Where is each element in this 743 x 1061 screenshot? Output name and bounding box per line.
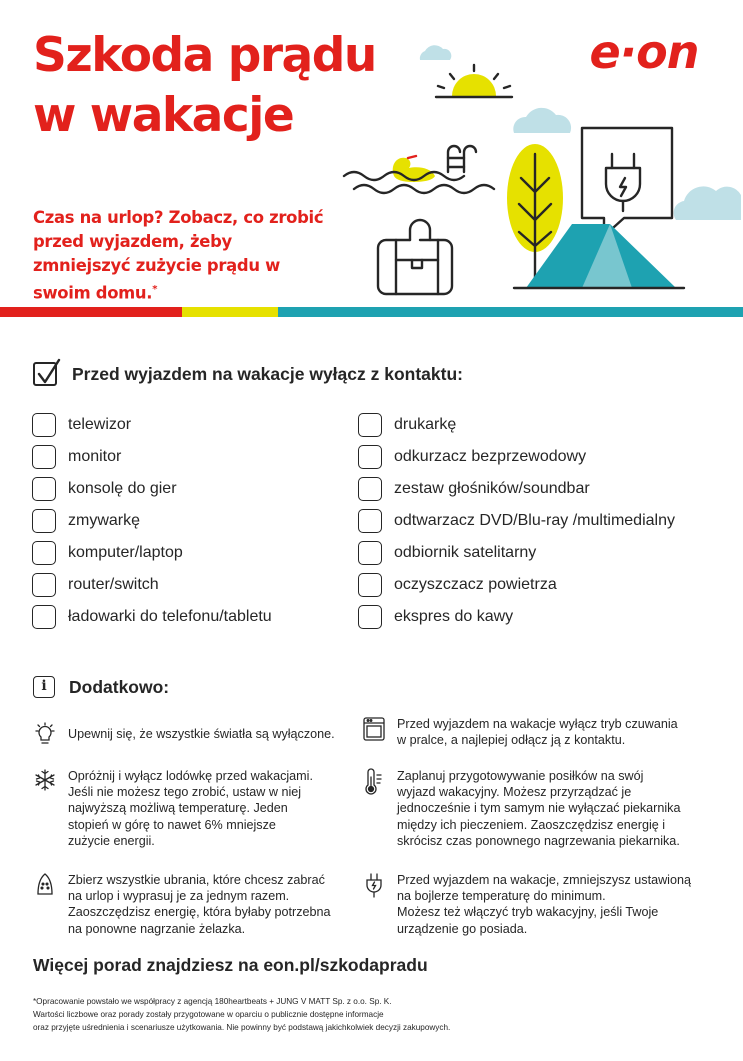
stripe-teal xyxy=(278,307,743,317)
checklist-item-label: ekspres do kawy xyxy=(394,608,514,625)
checkbox[interactable] xyxy=(358,445,382,469)
cloud-icon xyxy=(674,186,741,220)
checklist-header xyxy=(33,362,463,386)
checklist-item[interactable] xyxy=(358,409,675,441)
vacation-illustration xyxy=(336,36,743,306)
checklist-item[interactable] xyxy=(32,505,272,537)
checkbox[interactable] xyxy=(32,477,56,501)
footnote-line: Wartości liczbowe oraz porady zostały przygotowane w oparciu o publicznie dostępne informacje xyxy=(33,1010,384,1020)
tip-line: zużycie energii. xyxy=(68,833,155,848)
footnote-line: oraz przyjęte uśrednienia i scenariusze użytkowania. Nie powinny być podstawą jakichkolwiek decyzji zakupowych. xyxy=(33,1023,451,1033)
cloud-icon xyxy=(513,108,571,133)
checklist-item-label: zmywarkę xyxy=(68,512,141,529)
extras-title: Dodatkowo: xyxy=(69,676,170,697)
tip-line: na urlop i wyprasuj je za jednym razem. xyxy=(68,889,290,904)
checklist-item[interactable] xyxy=(358,473,675,505)
sun-icon xyxy=(436,65,512,97)
intro-footnote-mark: * xyxy=(152,284,158,295)
checklist-item-label: komputer/laptop xyxy=(68,544,183,561)
iron-icon xyxy=(33,872,57,937)
tip-text xyxy=(397,872,691,937)
tip-lights xyxy=(33,722,335,751)
page-title xyxy=(33,26,376,146)
checklist-item-label: konsolę do gier xyxy=(68,480,177,497)
checkbox[interactable] xyxy=(358,573,382,597)
title-line-2: w wakacje xyxy=(33,88,294,143)
tip-line: Przed wyjazdem na wakacje wyłącz tryb czuwania xyxy=(397,717,678,731)
checklist-item[interactable] xyxy=(32,569,272,601)
oven-thermometer-icon xyxy=(362,768,386,849)
tip-line: Opróżnij i wyłącz lodówkę przed wakacjami. xyxy=(68,769,313,783)
tip-text xyxy=(68,726,335,751)
duck-float-icon xyxy=(393,156,435,182)
checklist-item-label: ładowarki do telefonu/tabletu xyxy=(68,608,272,625)
tip-line: jednocześnie i tym samym nie wyłączać piekarnika xyxy=(397,801,681,816)
checklist-title: Przed wyjazdem na wakacje wyłącz z kontaktu: xyxy=(72,363,463,384)
checklist-item[interactable] xyxy=(358,569,675,601)
checklist-item-label: drukarkę xyxy=(394,416,457,433)
tip-line: stopień w górę to nawet 6% mniejsze xyxy=(68,817,276,832)
checklist-item[interactable] xyxy=(32,537,272,569)
checklist-item[interactable] xyxy=(32,409,272,441)
pool-ladder-icon xyxy=(448,146,476,172)
checkbox[interactable] xyxy=(32,605,56,629)
tip-line: urządzenie go posiada. xyxy=(397,921,528,936)
footnote xyxy=(33,995,450,1035)
checklist-item[interactable] xyxy=(32,601,272,633)
checkbox[interactable] xyxy=(32,573,56,597)
checklist-item-label: oczyszczacz powietrza xyxy=(394,576,557,593)
tip-boiler xyxy=(362,872,691,937)
tip-line: na bojlerze temperaturę do minimum. xyxy=(397,889,606,904)
tip-line: Upewnij się, że wszystkie światła są wyłączone. xyxy=(68,727,335,741)
checklist-item[interactable] xyxy=(32,473,272,505)
stripe-yellow xyxy=(182,307,278,317)
info-icon: i xyxy=(33,676,55,698)
checkbox[interactable] xyxy=(358,413,382,437)
tip-line: Przed wyjazdem na wakacje, zmniejszysz ustawioną xyxy=(397,873,691,887)
tip-line: w pralce, a najlepiej odłącz ją z kontaktu. xyxy=(397,733,626,748)
checklist-item-label: telewizor xyxy=(68,416,132,433)
checklist-left-column xyxy=(32,409,272,633)
checkbox[interactable] xyxy=(358,509,382,533)
cloud-icon xyxy=(420,45,451,60)
checklist-item-label: odbiornik satelitarny xyxy=(394,544,537,561)
more-info-link[interactable]: Więcej porad znajdziesz na eon.pl/szkodapradu xyxy=(33,955,428,975)
checkbox[interactable] xyxy=(32,413,56,437)
tip-line: skrócisz czas ponownego nagrzewania piekarnika. xyxy=(397,833,680,848)
extras-header xyxy=(33,676,169,698)
tip-line: na ponowne nagrzanie żelazka. xyxy=(68,921,246,936)
checkbox[interactable] xyxy=(358,605,382,629)
tip-line: Jeśli nie możesz tego zrobić, ustaw w niej xyxy=(68,785,302,800)
checklist-item[interactable] xyxy=(358,441,675,473)
checkbox[interactable] xyxy=(32,445,56,469)
checklist-item-label: router/switch xyxy=(68,576,159,593)
eon-logo-text: e·on xyxy=(589,30,699,78)
checklist-item-label: zestaw głośników/soundbar xyxy=(394,480,590,497)
tip-fridge xyxy=(33,768,313,849)
tip-line: najwyższą możliwą temperaturę. Jeden xyxy=(68,801,288,816)
checklist-item[interactable] xyxy=(358,537,675,569)
plug-bubble-icon xyxy=(582,128,672,236)
stripe-red xyxy=(0,307,182,317)
tip-oven xyxy=(362,768,680,849)
washing-machine-icon xyxy=(362,716,386,748)
checklist-item-label: odkurzacz bezprzewodowy xyxy=(394,448,587,465)
title-line-1: Szkoda prądu xyxy=(33,28,376,83)
intro-text xyxy=(33,206,333,305)
checklist-item-label: monitor xyxy=(68,448,122,465)
checkbox[interactable] xyxy=(32,541,56,565)
tip-text xyxy=(68,872,331,937)
checklist-item-label: odtwarzacz DVD/Blu-ray /multimedialny xyxy=(394,512,675,529)
tip-line: Możesz też włączyć tryb wakacyjny, jeśli Twoje xyxy=(397,905,659,920)
tip-iron xyxy=(33,872,331,937)
checklist-item[interactable] xyxy=(32,441,272,473)
checkbox[interactable] xyxy=(358,477,382,501)
tip-line: Zaplanuj przygotowywanie posiłków na swój xyxy=(397,769,644,783)
tip-line: między ich pieczeniem. Zaoszczędzisz energię i xyxy=(397,817,666,832)
tip-washing-machine xyxy=(362,716,678,748)
lightbulb-icon xyxy=(33,722,57,751)
snowflake-icon xyxy=(33,768,57,849)
checklist-item[interactable] xyxy=(358,601,675,633)
checklist-right-column xyxy=(358,409,675,633)
backpack-icon xyxy=(378,220,452,294)
checklist-item[interactable] xyxy=(358,505,675,537)
tip-line: Zaoszczędzisz energię, która byłaby potrzebna xyxy=(68,905,331,920)
checkbox[interactable] xyxy=(32,509,56,533)
checkmark-icon xyxy=(33,362,57,386)
tip-line: wyjazd wakacyjny. Możesz przyrządzać je xyxy=(397,785,632,800)
tip-text xyxy=(68,768,313,849)
tip-text xyxy=(397,768,680,849)
tip-text xyxy=(397,716,678,748)
tip-line: Zbierz wszystkie ubrania, które chcesz zabrać xyxy=(68,873,325,887)
plug-icon xyxy=(362,872,386,937)
intro-body: Czas na urlop? Zobacz, co zrobić przed wyjazdem, żeby zmniejszyć zużycie prądu w swoim domu. xyxy=(33,208,324,303)
footnote-line: *Opracowanie powstało we współpracy z agencją 180heartbeats + JUNG V MATT Sp. z o.o. Sp. K. xyxy=(33,997,392,1006)
checkbox[interactable] xyxy=(358,541,382,565)
